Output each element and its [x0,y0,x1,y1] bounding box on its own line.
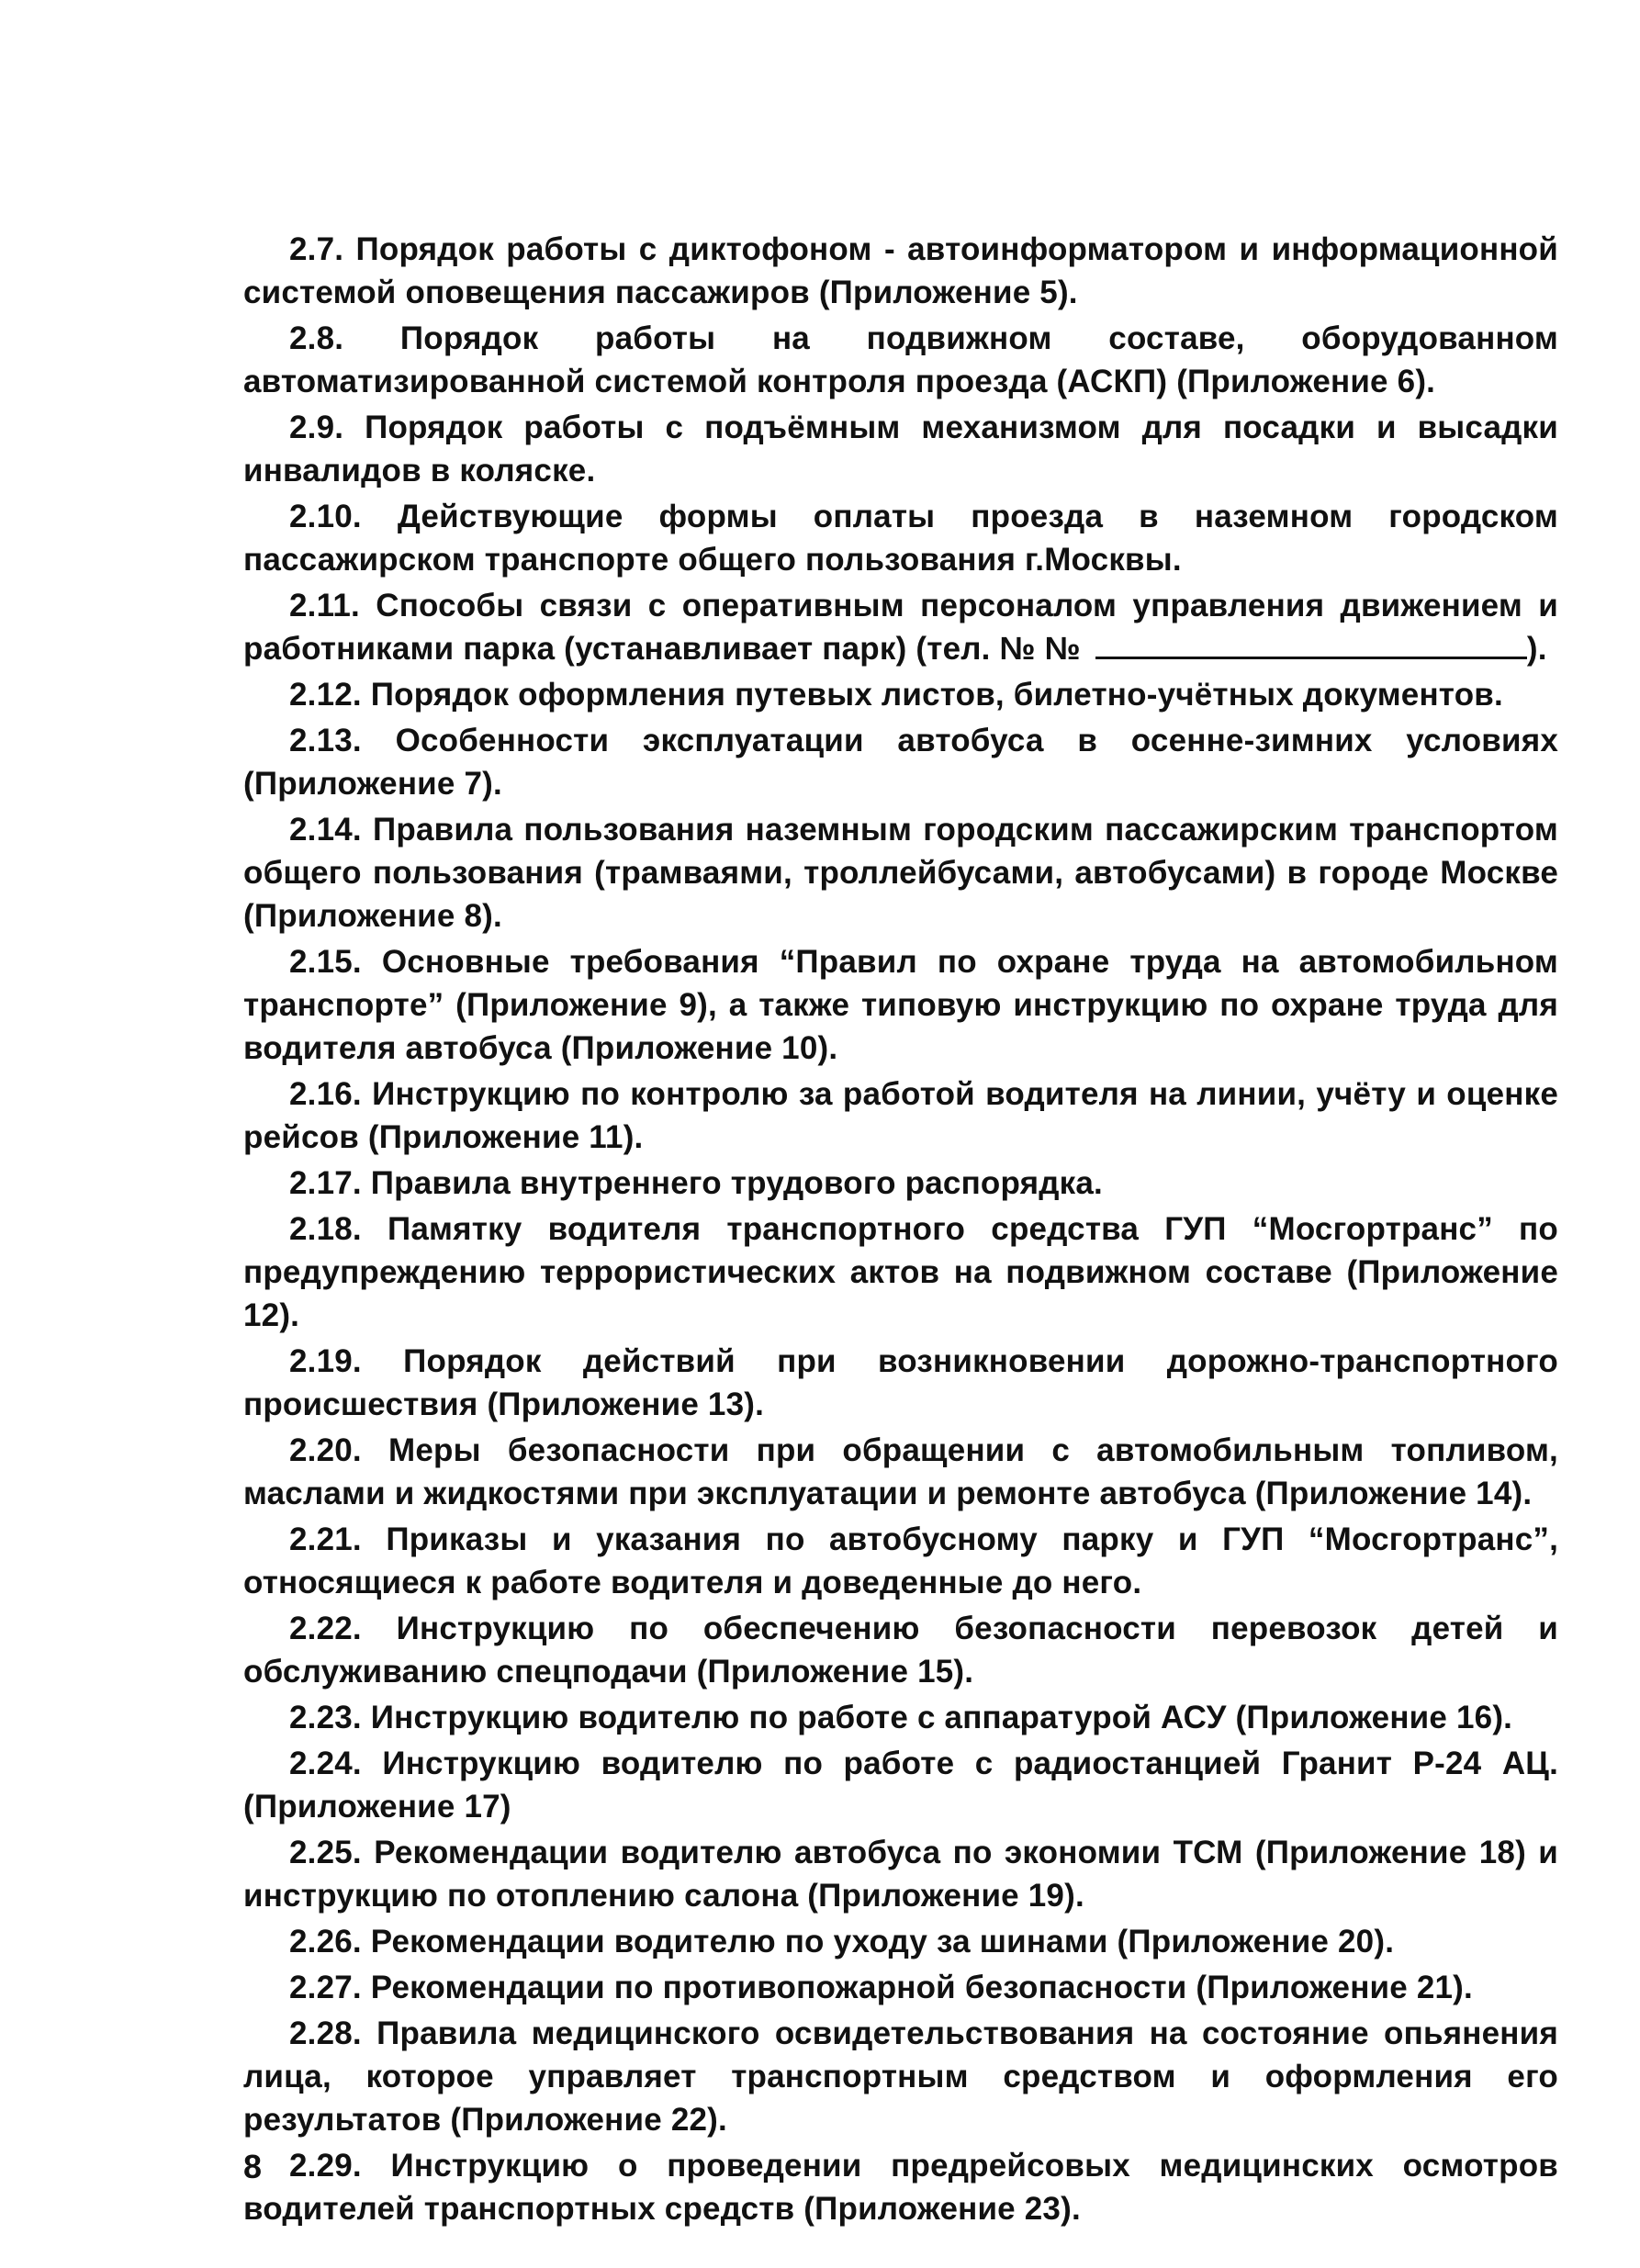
paragraph-text: Рекомендации по противопожарной безопасности (Приложение 21). [370,1970,1473,2005]
paragraph-text: Инструкцию о проведении предрейсовых медицинских осмотров водителей транспортных средств (Приложение 23). [243,2148,1558,2227]
paragraph-2-15 [243,940,1558,1070]
paragraph-number: 2.15. [289,944,362,980]
paragraph-2-26 [243,1920,1558,1963]
paragraph-text: Порядок оформления путевых листов, билетно-учётных документов. [370,677,1503,713]
paragraph-number: 2.13. [289,723,362,758]
paragraph-text: Инструкцию по обеспечению безопасности перевозок детей и обслуживанию спецподачи (Приложение 15). [243,1611,1558,1690]
paragraph-2-9 [243,406,1558,492]
paragraph-text: Рекомендации водителю по уходу за шинами (Приложение 20). [370,1924,1395,1959]
paragraph-2-19 [243,1340,1558,1426]
paragraph-number: 2.17. [289,1165,362,1201]
paragraph-number: 2.22. [289,1611,362,1646]
paragraph-2-27 [243,1966,1558,2009]
paragraph-text: Порядок работы с диктофоном - автоинформатором и информационной системой оповещения пассажиров (Приложение 5). [243,231,1558,310]
paragraph-number: 2.23. [289,1700,362,1735]
paragraph-2-29 [243,2144,1558,2230]
paragraph-number: 2.21. [289,1521,362,1557]
paragraph-number: 2.11. [289,588,360,623]
paragraph-number: 2.9. [289,410,344,445]
document-body [243,228,1558,2233]
paragraph-text: Порядок действий при возникновении дорожно-транспортного происшествия (Приложение 13). [243,1343,1558,1422]
paragraph-2-14 [243,808,1558,938]
paragraph-text: Инструкцию водителю по работе с радиостанцией Гранит Р-24 АЦ. (Приложение 17) [243,1746,1558,1825]
paragraph-2-25 [243,1831,1558,1917]
paragraph-text: Рекомендации водителю автобуса по экономии ТСМ (Приложение 18) и инструкцию по отоплению салона (Приложение 19). [243,1835,1558,1914]
paragraph-2-20 [243,1429,1558,1515]
paragraph-text: Правила медицинского освидетельствования на состояние опьянения лица, которое управляет транспортным средством и оформления его результатов (Приложение 22). [243,2015,1558,2138]
paragraph-number: 2.7. [289,231,344,267]
paragraph-2-21 [243,1518,1558,1604]
paragraph-number: 2.10. [289,499,362,534]
paragraph-2-12 [243,673,1558,716]
paragraph-text: Способы связи с оперативным персоналом управления движением и работниками парка (устанавливает парк) (тел. № № [243,588,1558,667]
paragraph-text: Инструкцию водителю по работе с аппаратурой АСУ (Приложение 16). [370,1700,1513,1735]
paragraph-2-28 [243,2012,1558,2141]
paragraph-2-22 [243,1607,1558,1693]
paragraph-text: Правила пользования наземным городским пассажирским транспортом общего пользования (трамваями, троллейбусами, автобусами) в городе Москве (Приложение 8). [243,812,1558,934]
paragraph-number: 2.12. [289,677,362,713]
paragraph-text: Порядок работы с подъёмным механизмом для посадки и высадки инвалидов в коляске. [243,410,1558,488]
paragraph-2-16 [243,1072,1558,1159]
paragraph-text-end: ). [1526,631,1547,667]
paragraph-2-24 [243,1742,1558,1828]
phone-blank-line [1095,629,1527,659]
paragraph-number: 2.16. [289,1076,362,1112]
paragraph-number: 2.19. [289,1343,362,1379]
paragraph-2-10 [243,495,1558,581]
paragraph-number: 2.28. [289,2015,362,2051]
paragraph-2-7 [243,228,1558,314]
paragraph-text: Правила внутреннего трудового распорядка. [370,1165,1103,1201]
paragraph-text: Инструкцию по контролю за работой водителя на линии, учёту и оценке рейсов (Приложение 11). [243,1076,1558,1155]
paragraph-text: Меры безопасности при обращении с автомобильным топливом, маслами и жидкостями при эксплуатации и ремонте автобуса (Приложение 14). [243,1432,1558,1511]
paragraph-2-13 [243,719,1558,805]
paragraph-number: 2.29. [289,2148,362,2184]
paragraph-number: 2.26. [289,1924,362,1959]
paragraph-text: Порядок работы на подвижном составе, оборудованном автоматизированной системой контроля проезда (АСКП) (Приложение 6). [243,320,1558,399]
paragraph-2-17 [243,1162,1558,1205]
paragraph-text: Основные требования “Правил по охране труда на автомобильном транспорте” (Приложение 9), а также типовую инструкцию по охране труда для водителя автобуса (Приложение 10). [243,944,1558,1066]
paragraph-2-18 [243,1207,1558,1337]
paragraph-text: Действующие формы оплаты проезда в наземном городском пассажирском транспорте общего пользования г.Москвы. [243,499,1558,578]
paragraph-2-23 [243,1696,1558,1739]
paragraph-number: 2.20. [289,1432,362,1468]
paragraph-2-11 [243,584,1558,670]
paragraph-number: 2.8. [289,320,344,356]
paragraph-2-8 [243,317,1558,403]
paragraph-number: 2.18. [289,1211,362,1247]
paragraph-text: Особенности эксплуатации автобуса в осенне-зимних условиях (Приложение 7). [243,723,1558,802]
page-number: 8 [243,2148,263,2185]
paragraph-text: Памятку водителя транспортного средства ГУП “Мосгортранс” по предупреждению террористических актов на подвижном составе (Приложение 12). [243,1211,1558,1333]
paragraph-number: 2.24. [289,1746,362,1781]
paragraph-number: 2.14. [289,812,362,848]
paragraph-text: Приказы и указания по автобусному парку и ГУП “Мосгортранс”, относящиеся к работе водителя и доведенные до него. [243,1521,1558,1600]
paragraph-number: 2.27. [289,1970,362,2005]
paragraph-number: 2.25. [289,1835,362,1870]
